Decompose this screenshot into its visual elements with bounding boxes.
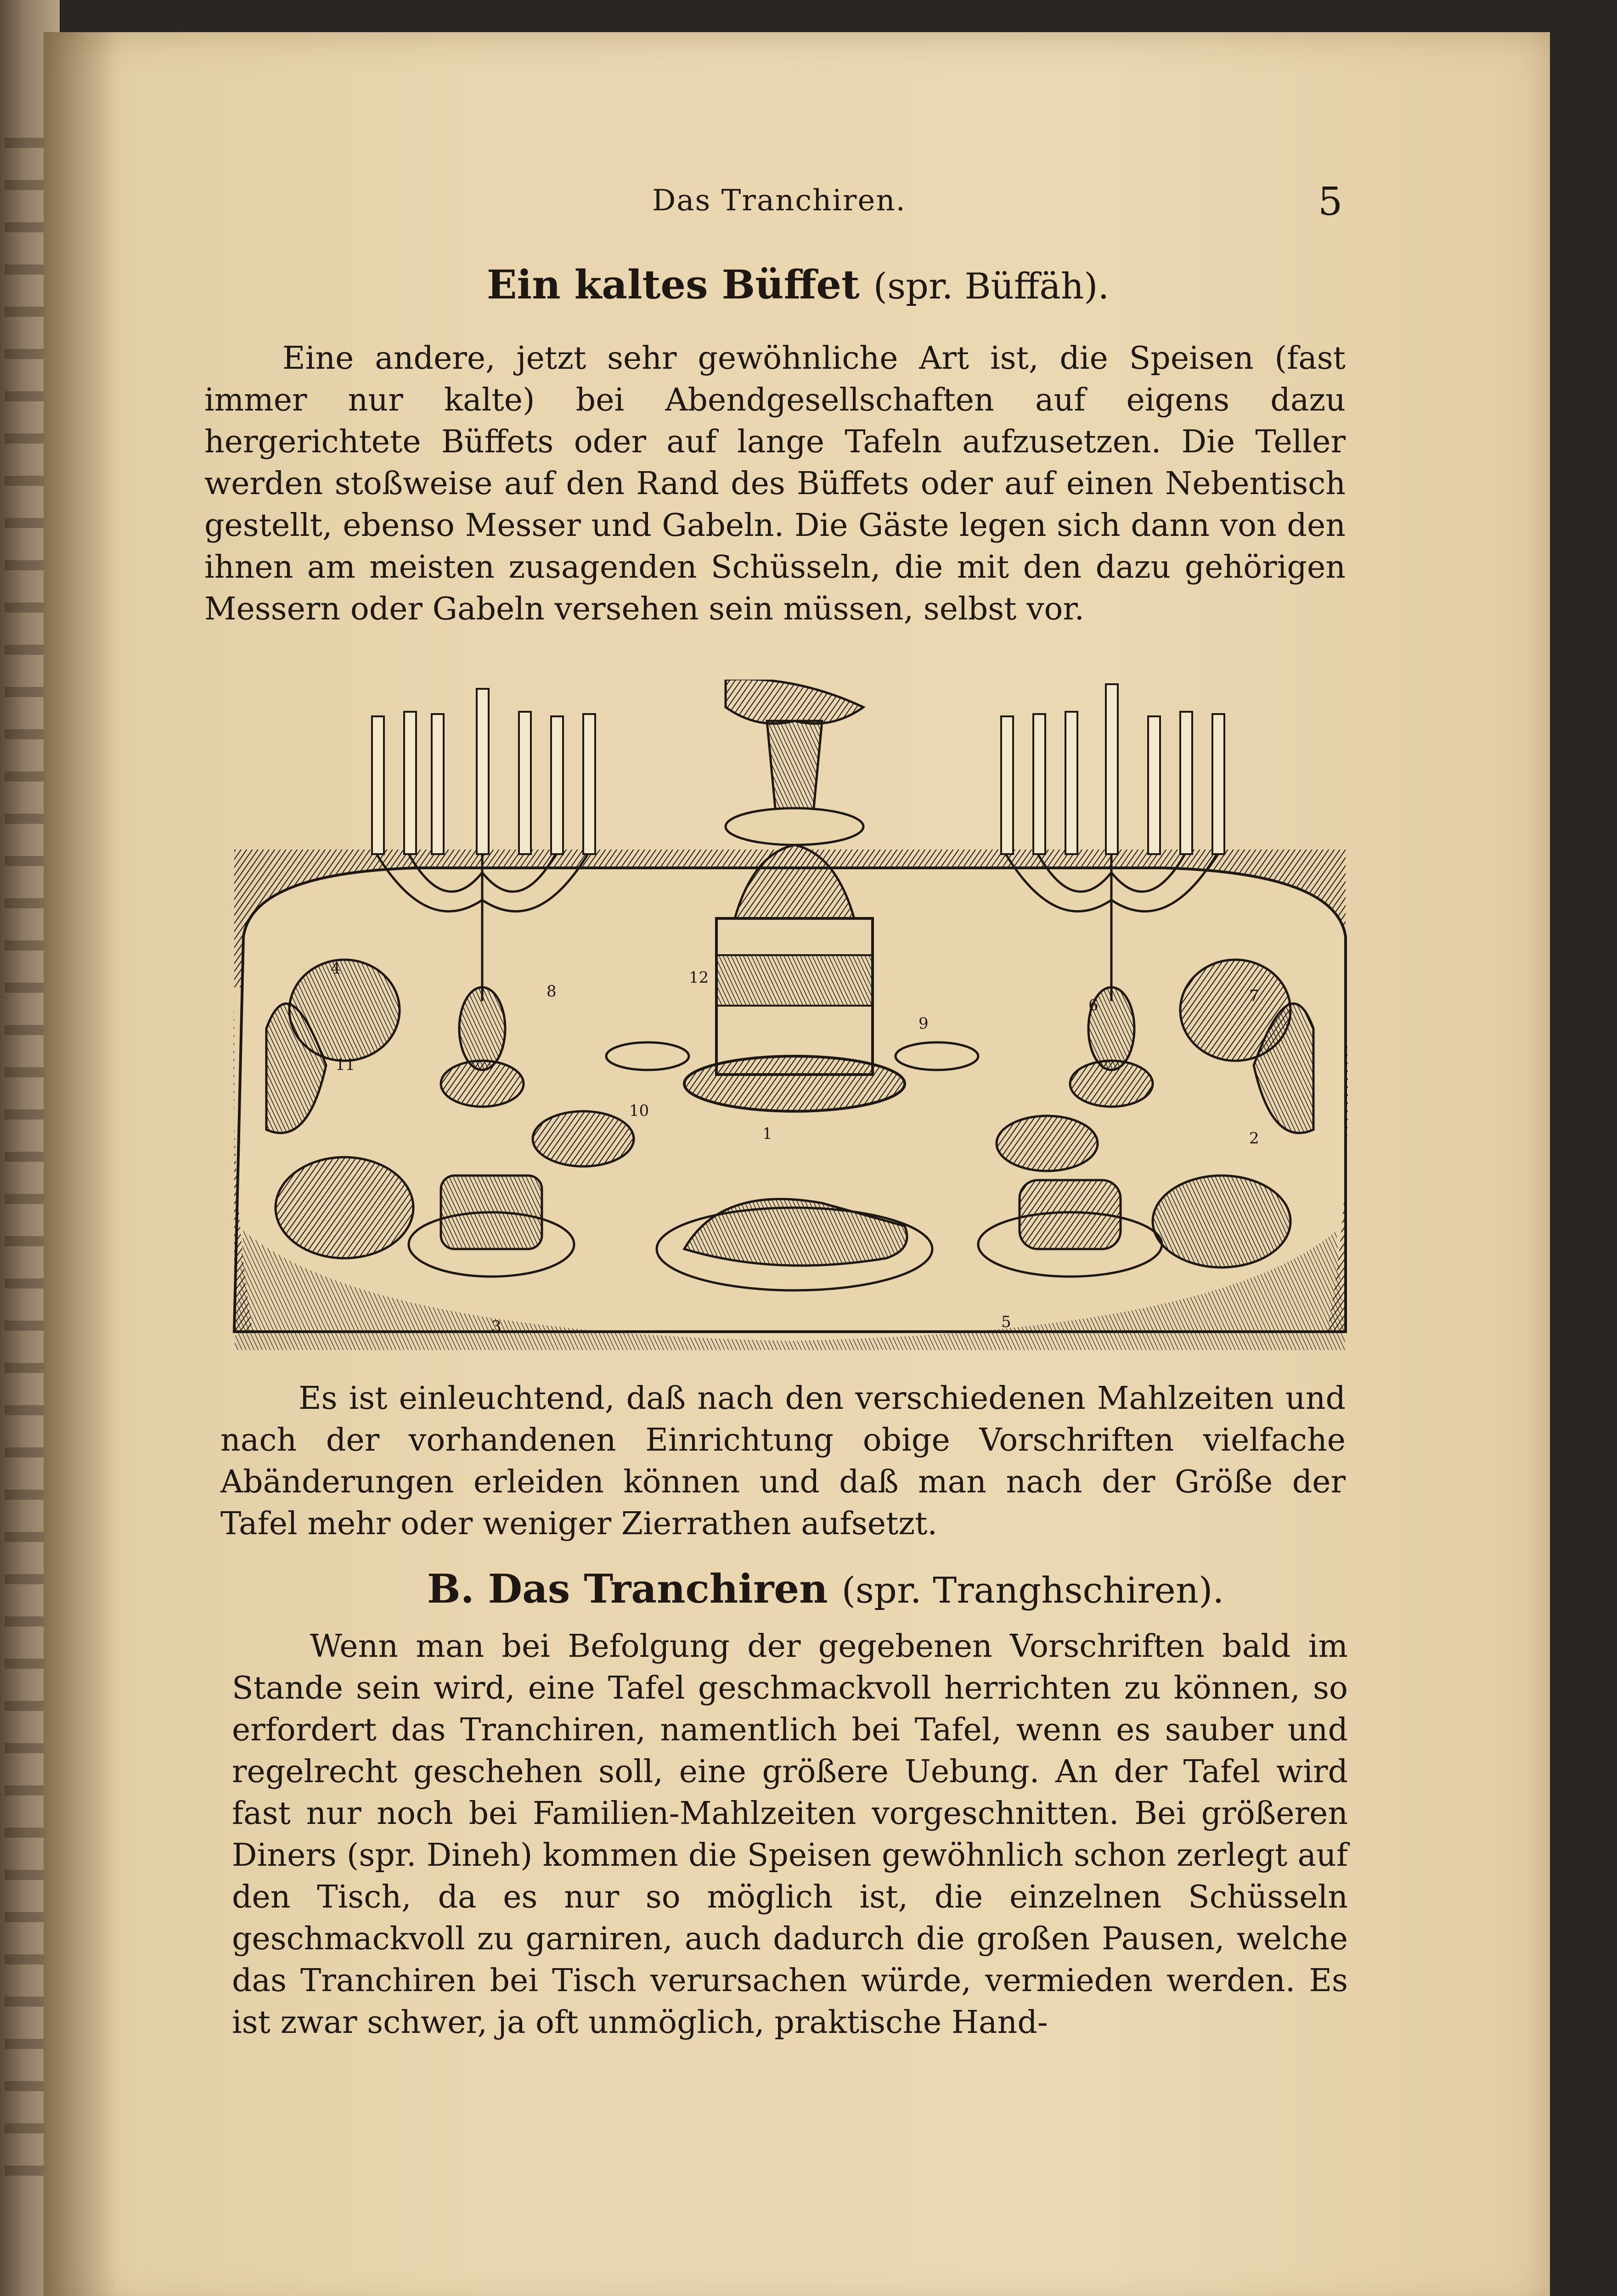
figure-label: 7 bbox=[1249, 987, 1259, 1005]
running-title: Das Tranchiren. bbox=[652, 184, 906, 218]
page-gutter-shadow bbox=[44, 32, 117, 2296]
figure-label: 5 bbox=[1001, 1313, 1011, 1331]
figure-label: 2 bbox=[1249, 1129, 1259, 1148]
heading-pronunciation: (spr. Tranghschiren). bbox=[841, 1570, 1224, 1611]
figure-label: 10 bbox=[629, 1102, 649, 1120]
buffet-table-illustration bbox=[225, 680, 1355, 1355]
heading-title: B. Das Tranchiren bbox=[427, 1566, 828, 1612]
figure-label: 11 bbox=[335, 1056, 355, 1074]
section-heading-buffet bbox=[487, 262, 1109, 308]
paragraph-variations: Es ist einleuchtend, daß nach den verschiedenen Mahlzeiten und nach der vorhandenen Einrichtung obige Vorschriften vielfache Abänderungen erleiden können und daß man nach der Größe der Tafel mehr oder weniger Zierrathen aufsetzt. bbox=[220, 1380, 1346, 1542]
page-number: 5 bbox=[1318, 179, 1343, 224]
figure-label: 12 bbox=[689, 968, 709, 987]
figure-label: 3 bbox=[491, 1317, 501, 1336]
figure-label: 4 bbox=[331, 959, 341, 978]
figure-label: 9 bbox=[918, 1014, 929, 1033]
figure-label: 1 bbox=[762, 1125, 772, 1143]
heading-pronunciation: (spr. Büffäh). bbox=[873, 266, 1110, 307]
facing-page-text bbox=[5, 138, 46, 2204]
figure-label: 8 bbox=[547, 982, 557, 1001]
heading-title: Ein kaltes Büffet bbox=[487, 262, 860, 308]
figure-label: 6 bbox=[1088, 996, 1099, 1014]
section-heading-tranchiren bbox=[427, 1566, 1224, 1612]
paragraph-tranchiren: Wenn man bei Befolgung der gegebenen Vorschriften bald im Stande sein wird, eine Tafel geschmackvoll herrichten zu können, so erfordert das Tranchiren, namentlich bei Tafel, wenn es sauber und regelrecht geschehen soll, eine größere Uebung. An der Tafel wird fast nur noch bei Familien-Mahlzeiten vorgeschnitten. Bei größeren Diners (spr. Dineh) kommen die Speisen gewöhnlich schon zerlegt auf den Tisch, da es nur so möglich ist, die einzelnen Schüsseln geschmackvoll zu garniren, auch dadurch die großen Pausen, welche das Tranchiren bei Tisch verursachen würde, vermieden werden. Es ist zwar schwer, ja oft unmöglich, praktische Hand- bbox=[232, 1628, 1348, 2041]
paragraph-buffet: Eine andere, jetzt sehr gewöhnliche Art ist, die Speisen (fast immer nur kalte) bei Abendgesellschaften auf eigens dazu hergerichtete Büffets oder auf lange Tafeln aufzusetzen. Die Teller werden stoßweise auf den Rand des Büffets oder auf einen Nebentisch gestellt, ebenso Messer und Gabeln. Die Gäste legen sich dann von den ihnen am meisten zusagenden Schüsseln, die mit den dazu gehörigen Messern oder Gabeln versehen sein müssen, selbst vor. bbox=[204, 340, 1346, 627]
engraving-svg bbox=[225, 680, 1355, 1355]
